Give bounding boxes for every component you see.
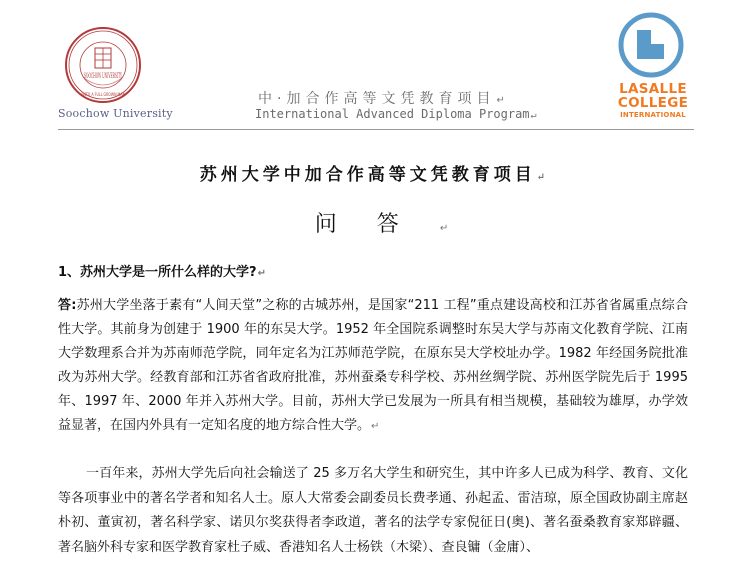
lasalle-line2: COLLEGE xyxy=(617,94,689,111)
header-program-en-text: International Advanced Diploma Program xyxy=(255,107,530,121)
soochow-university-logo xyxy=(64,26,142,104)
paragraph-mark: ↵ xyxy=(439,223,449,234)
lasalle-college-wordmark xyxy=(617,83,689,119)
soochow-caption: Soochow University xyxy=(58,107,173,120)
answer-text: 苏州大学坐落于素有“人间天堂”之称的古城苏州，是国家“211 工程”重点建设高校和江苏省省属重点综合性大学。其前身为创建于 1900 年的东吴大学。1952 年全国院系调整时东吴大学与苏南文化教育学院、江南大学数理系合并为苏南师范学院，同年定名为江苏师范学院，在原东吴大学校址办学。1982 年经国务院批准改为苏州大学。经教育部和江苏省省政府批准，苏州蚕桑专科学校、苏州丝绸学院、苏州医学院先后于 1995 年、1997 年、2000 年并入苏州大学。目前，苏州大学已发展为一所具有相当规模，基础较为雄厚，办学效益显著，在国内外具有一定知名度的地方综合性大学。 xyxy=(58,298,689,433)
seal-inner-text: SOOCHOW UNIVERSITY xyxy=(84,72,123,80)
history-paragraph: 一百年来，苏州大学先后向社会输送了 25 多万名大学生和研究生，其中许多人已成为科学、教育、文化等各项事业中的著名学者和知名人士。原人大常委会副委员长费孝通、孙起孟、雷洁琼，原全国政协副主席赵朴初、董寅初，著名科学家、诺贝尔奖获得者李政道，著名的法学专家倪征日(奥)、著名蚕桑教育家郑辟疆、著名脑外科专家和医学教育家杜子威、香港知名人士杨铁（木梁）、查良镛（金庸）、 xyxy=(58,466,688,555)
document-subtitle-text: 问答 xyxy=(314,212,439,237)
document-subtitle xyxy=(0,207,733,238)
paragraph-mark: ↵ xyxy=(530,110,537,121)
paragraph-mark: ↵ xyxy=(496,95,505,106)
header-program-en xyxy=(255,107,537,121)
document-title xyxy=(0,160,733,185)
header-program-cn xyxy=(258,88,505,108)
paragraph-mark: ↵ xyxy=(371,421,380,432)
answer-paragraph xyxy=(58,294,688,439)
header-program-cn-text: 中·加合作高等文凭教育项目 xyxy=(258,91,496,107)
lasalle-college-icon xyxy=(618,12,684,78)
paragraph-mark: ↵ xyxy=(257,268,266,279)
document-title-text: 苏州大学中加合作高等文凭教育项目 xyxy=(199,165,536,185)
paragraph-mark: ↵ xyxy=(536,172,546,183)
answer-label: 答: xyxy=(58,298,77,313)
question-heading-text: 1、苏州大学是一所什么样的大学? xyxy=(58,265,257,280)
seal-motto: UNTO A FULL GROWN MAN xyxy=(81,93,142,98)
question-heading xyxy=(58,261,266,280)
lasalle-line1: LASALLE xyxy=(619,81,687,97)
header-divider xyxy=(58,129,694,130)
lasalle-line3: INTERNATIONAL xyxy=(620,111,686,119)
